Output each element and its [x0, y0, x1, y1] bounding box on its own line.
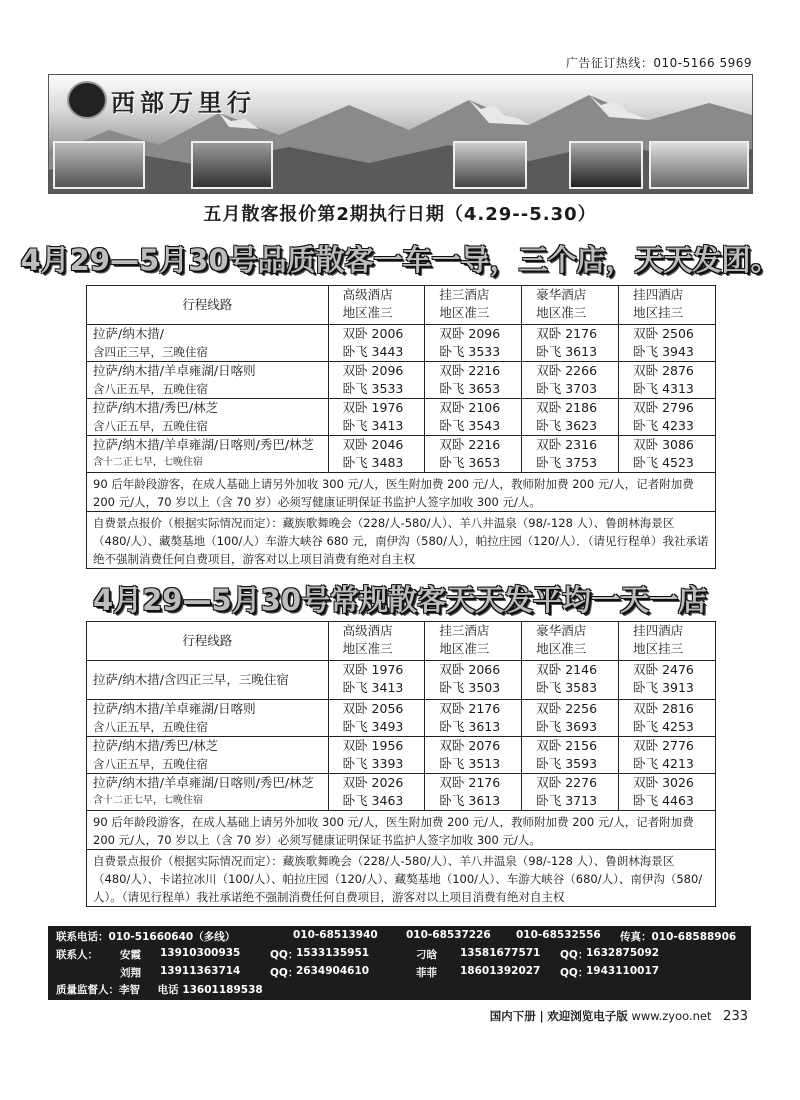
price-cell: 双卧 2096 卧飞 3533	[425, 325, 522, 362]
route-cell: 拉萨/纳木措/羊卓雍湖/日喀则/秀巴/林芝 含十二正七早，七晚住宿	[87, 774, 329, 811]
price-table	[86, 285, 716, 473]
supervisor-name: 李智	[119, 984, 140, 996]
price-cell: 双卧 2156 卧飞 3593	[522, 737, 619, 774]
section-2-price-block	[86, 621, 716, 907]
section-2-headline: 4月29—5月30号常规散客天天发平均一天一店	[92, 583, 708, 617]
phone-number: 010-68532556	[516, 929, 601, 941]
tagline: 欢迎浏览电子版	[547, 1009, 628, 1023]
contact-qq-label: QQ：	[270, 949, 299, 961]
surcharge-note: 90 后年龄段游客，在成人基础上请另外加收 300 元/人，医生附加费 200 元/人，教师附加费 200 元/人，记者附加费 200 元/人，70 岁以上（含 70 岁）必须写健康证明保证书监护人签字加收 300 元/人。	[86, 811, 716, 850]
photo-thumbnail	[53, 141, 145, 189]
phone-number: 010-68513940	[293, 929, 378, 941]
price-cell: 双卧 2216 卧飞 3653	[425, 436, 522, 473]
fax-line: 传真：010-68588906	[620, 931, 737, 943]
price-cell: 双卧 2776 卧飞 4213	[619, 737, 716, 774]
contact-name: 刘翔	[120, 967, 141, 979]
header-hotel: 豪华酒店 地区准三	[522, 286, 619, 325]
price-cell: 双卧 2056 卧飞 3493	[328, 700, 425, 737]
route-cell: 拉萨/纳木措/羊卓雍湖/日喀则 含八正五早，五晚住宿	[87, 700, 329, 737]
logo-badge-icon	[67, 81, 107, 119]
contact-phone: 13910300935	[160, 947, 241, 959]
photo-thumbnail	[649, 141, 749, 189]
price-cell: 双卧 2476 卧飞 3913	[619, 661, 716, 700]
header-route: 行程线路	[87, 286, 329, 325]
optional-attractions-note: 自费景点报价（根据实际情况而定）：藏族歌舞晚会（228/人-580/人）、羊八井温泉（98/-128 人）、鲁朗林海景区（480/人）、藏獒基地（100/人）车游大峡谷 680 元，南伊沟（580/人），帕拉庄园（120/人）．（请见行程单）我社承诺绝不强制消费任何自费项目，游客对以上项目消费有绝对自主权	[86, 512, 716, 569]
price-cell: 双卧 2006 卧飞 3443	[328, 325, 425, 362]
header-route: 行程线路	[87, 622, 329, 661]
price-cell: 双卧 2046 卧飞 3483	[328, 436, 425, 473]
contact-name: 刁晗	[416, 949, 437, 961]
route-cell: 拉萨/纳木措/羊卓雍湖/日喀则/秀巴/林芝 含十二正七早，七晚住宿	[87, 436, 329, 473]
section-1-price-block	[86, 285, 716, 569]
table-header-row	[87, 622, 716, 661]
header-hotel: 高级酒店 地区准三	[328, 622, 425, 661]
price-cell: 双卧 2076 卧飞 3513	[425, 737, 522, 774]
photo-thumbnail	[453, 141, 527, 189]
price-cell: 双卧 2256 卧飞 3693	[522, 700, 619, 737]
price-cell: 双卧 2176 卧飞 3613	[522, 325, 619, 362]
page-title: 五月散客报价第2期执行日期（4.29--5.30）	[203, 204, 597, 225]
table-row	[87, 399, 716, 436]
route-cell: 拉萨/纳木措/秀巴/林芝 含八正五早，五晚住宿	[87, 737, 329, 774]
page-info	[490, 1008, 748, 1024]
phone-line: 联系电话：010-51660640（多线）	[56, 931, 236, 943]
price-cell: 双卧 1976 卧飞 3413	[328, 661, 425, 700]
route-cell: 拉萨/纳木措/秀巴/林芝 含八正五早，五晚住宿	[87, 399, 329, 436]
contact-qq-label: QQ：	[270, 967, 299, 979]
table-row	[87, 362, 716, 399]
website-link[interactable]: www.zyoo.net	[631, 1009, 712, 1023]
price-cell: 双卧 1976 卧飞 3413	[328, 399, 425, 436]
header-hotel: 挂四酒店 地区挂三	[619, 622, 716, 661]
header-hotel: 挂四酒店 地区挂三	[619, 286, 716, 325]
header-hotel: 挂三酒店 地区准三	[425, 622, 522, 661]
price-cell: 双卧 2186 卧飞 3623	[522, 399, 619, 436]
contact-qq-label: QQ：	[560, 967, 589, 979]
supervisor-phone: 13601189538	[182, 984, 263, 996]
table-row	[87, 661, 716, 700]
photo-thumbnail	[191, 141, 273, 189]
supervisor-line: 质量监督人：李智 电话 13601189538	[56, 984, 263, 996]
contact-qq: 1533135951	[296, 947, 370, 959]
header-hotel: 挂三酒店 地区准三	[425, 286, 522, 325]
contact-label: 联系人：	[56, 949, 98, 961]
table-header-row	[87, 286, 716, 325]
route-cell: 拉萨/纳木措/含四正三早，三晚住宿	[87, 661, 329, 700]
table-row	[87, 774, 716, 811]
contact-phone: 13581677571	[460, 947, 541, 959]
optional-attractions-note: 自费景点报价（根据实际情况而定）：藏族歌舞晚会（228/人-580/人）、羊八井温泉（98/-128 人）、鲁朗林海景区（480/人）、卡诺拉冰川（100/人）、帕拉庄园（120/人）、藏獒基地（100/人）、车游大峡谷（680/人）、南伊沟（580/人）。（请见行程单）我社承诺绝不强制消费任何自费项目，游客对以上项目消费有绝对自主权	[86, 850, 716, 907]
contact-name: 安霞	[120, 949, 141, 961]
contact-qq-label: QQ：	[560, 949, 589, 961]
ad-hotline: 广告征订热线：010-5166 5969	[565, 56, 752, 70]
header-hotel: 高级酒店 地区准三	[328, 286, 425, 325]
banner-image	[48, 74, 753, 194]
price-cell: 双卧 2816 卧飞 4253	[619, 700, 716, 737]
catalog-section: 国内下册	[489, 1009, 536, 1023]
header-hotel: 豪华酒店 地区准三	[522, 622, 619, 661]
table-row	[87, 737, 716, 774]
price-cell: 双卧 2876 卧飞 4313	[619, 362, 716, 399]
price-cell: 双卧 2316 卧飞 3753	[522, 436, 619, 473]
price-cell: 双卧 2106 卧飞 3543	[425, 399, 522, 436]
table-row	[87, 700, 716, 737]
price-cell: 双卧 2146 卧飞 3583	[522, 661, 619, 700]
price-cell: 双卧 2796 卧飞 4233	[619, 399, 716, 436]
surcharge-note: 90 后年龄段游客，在成人基础上请另外加收 300 元/人，医生附加费 200 元/人，教师附加费 200 元/人，记者附加费 200 元/人，70 岁以上（含 70 岁）必须写健康证明保证书监护人签字加收 300 元/人。	[86, 473, 716, 512]
price-table	[86, 621, 716, 811]
price-cell: 双卧 2096 卧飞 3533	[328, 362, 425, 399]
contact-phone: 18601392027	[460, 965, 541, 977]
phone-number: 010-68537226	[406, 929, 491, 941]
table-row	[87, 436, 716, 473]
price-cell: 双卧 3026 卧飞 4463	[619, 774, 716, 811]
section-1-headline: 4月29—5月30号品质散客一车一导，三个店，天天发团。	[20, 243, 780, 277]
contact-qq: 1943110017	[586, 965, 660, 977]
table-row	[87, 325, 716, 362]
contact-footer	[48, 926, 751, 1000]
banner-logo-text: 西部万里行	[111, 88, 256, 117]
contact-name: 菲菲	[416, 967, 437, 979]
price-cell: 双卧 2216 卧飞 3653	[425, 362, 522, 399]
contact-qq: 1632875092	[586, 947, 660, 959]
price-cell: 双卧 2176 卧飞 3613	[425, 700, 522, 737]
price-cell: 双卧 2506 卧飞 3943	[619, 325, 716, 362]
price-cell: 双卧 2176 卧飞 3613	[425, 774, 522, 811]
fax-number: 010-68588906	[651, 931, 737, 943]
phone-number: 010-51660640（多线）	[108, 931, 236, 943]
price-cell: 双卧 2026 卧飞 3463	[328, 774, 425, 811]
divider: |	[539, 1009, 544, 1023]
price-cell: 双卧 2066 卧飞 3503	[425, 661, 522, 700]
price-cell: 双卧 1956 卧飞 3393	[328, 737, 425, 774]
price-cell: 双卧 2266 卧飞 3703	[522, 362, 619, 399]
contact-qq: 2634904610	[296, 965, 370, 977]
route-cell: 拉萨/纳木措/羊卓雍湖/日喀则 含八正五早，五晚住宿	[87, 362, 329, 399]
photo-thumbnail	[569, 141, 643, 189]
price-cell: 双卧 3086 卧飞 4523	[619, 436, 716, 473]
route-cell: 拉萨/纳木措/ 含四正三早，三晚住宿	[87, 325, 329, 362]
page-number: 233	[723, 1009, 748, 1024]
price-cell: 双卧 2276 卧飞 3713	[522, 774, 619, 811]
contact-phone: 13911363714	[160, 965, 241, 977]
